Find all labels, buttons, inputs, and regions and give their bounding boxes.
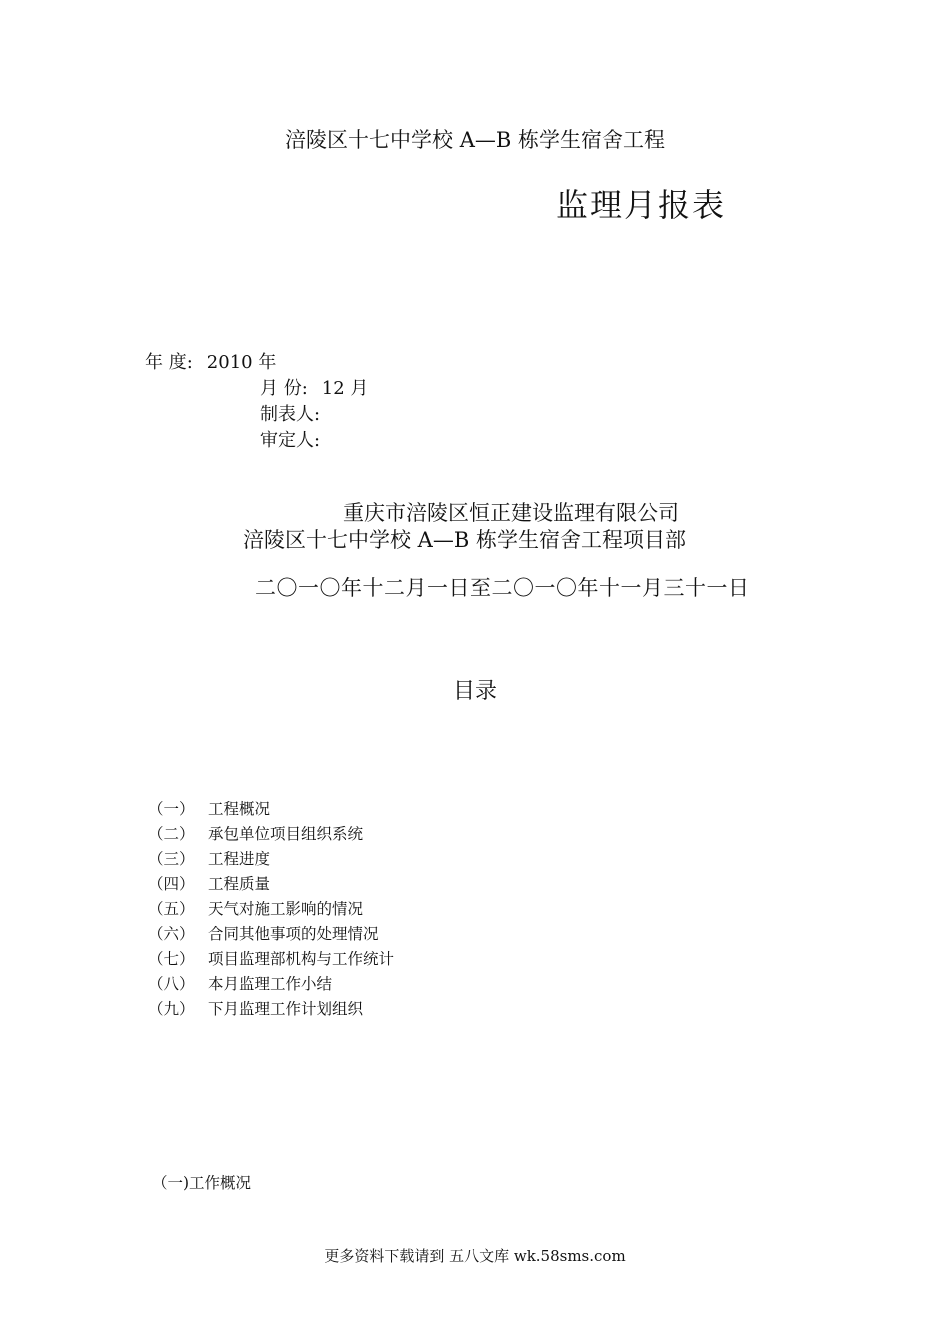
maker-row [260,400,320,426]
report-title: 监理月报表 [556,186,727,224]
table-of-contents [148,797,394,1022]
month-row [260,374,368,400]
report-period: 二〇一〇年十二月一日至二〇一〇年十一月三十一日 [255,576,750,600]
toc-item-title: 天气对施工影响的情况 [208,900,364,918]
toc-item-number: （四） [148,875,195,893]
toc-item-title: 工程概况 [208,800,271,818]
month-value: 12 月 [321,378,369,399]
approver-label: 审定人: [260,430,321,451]
toc-item-number: （八） [148,975,195,993]
toc-item-title: 工程进度 [208,850,271,868]
toc-item [148,947,394,972]
department-name: 涪陵区十七中学校 A—B 栋学生宿舍工程项目部 [243,528,686,552]
footer-note: 更多资料下载请到 五八文库 wk.58sms.com [324,1247,626,1265]
month-label: 月 份: [260,378,308,399]
toc-item [148,922,394,947]
toc-item [148,822,394,847]
approver-row [260,426,320,452]
toc-item-number: （六） [148,925,195,943]
year-row [145,348,276,374]
section-heading: （一)工作概况 [152,1174,252,1192]
toc-title: 目录 [452,679,497,704]
toc-item-number: （一） [148,800,195,818]
toc-item-number: （五） [148,900,195,918]
project-title: 涪陵区十七中学校 A—B 栋学生宿舍工程 [285,128,665,152]
toc-item-number: （三） [148,850,195,868]
company-name: 重庆市涪陵区恒正建设监理有限公司 [343,501,679,525]
toc-item [148,872,394,897]
toc-item-title: 本月监理工作小结 [208,975,333,993]
toc-item [148,847,394,872]
toc-item-title: 承包单位项目组织系统 [208,825,364,843]
maker-label: 制表人: [260,404,321,425]
toc-item-title: 项目监理部机构与工作统计 [208,950,395,968]
toc-item-number: （九） [148,1000,195,1018]
toc-item [148,997,394,1022]
year-label: 年 度: [145,352,193,373]
toc-item-number: （二） [148,825,195,843]
toc-item-title: 下月监理工作计划组织 [208,1000,364,1018]
toc-item [148,897,394,922]
toc-item-title: 工程质量 [208,875,271,893]
toc-item-title: 合同其他事项的处理情况 [208,925,379,943]
toc-item [148,797,394,822]
toc-item [148,972,394,997]
toc-item-number: （七） [148,950,195,968]
year-value: 2010 年 [206,352,277,373]
